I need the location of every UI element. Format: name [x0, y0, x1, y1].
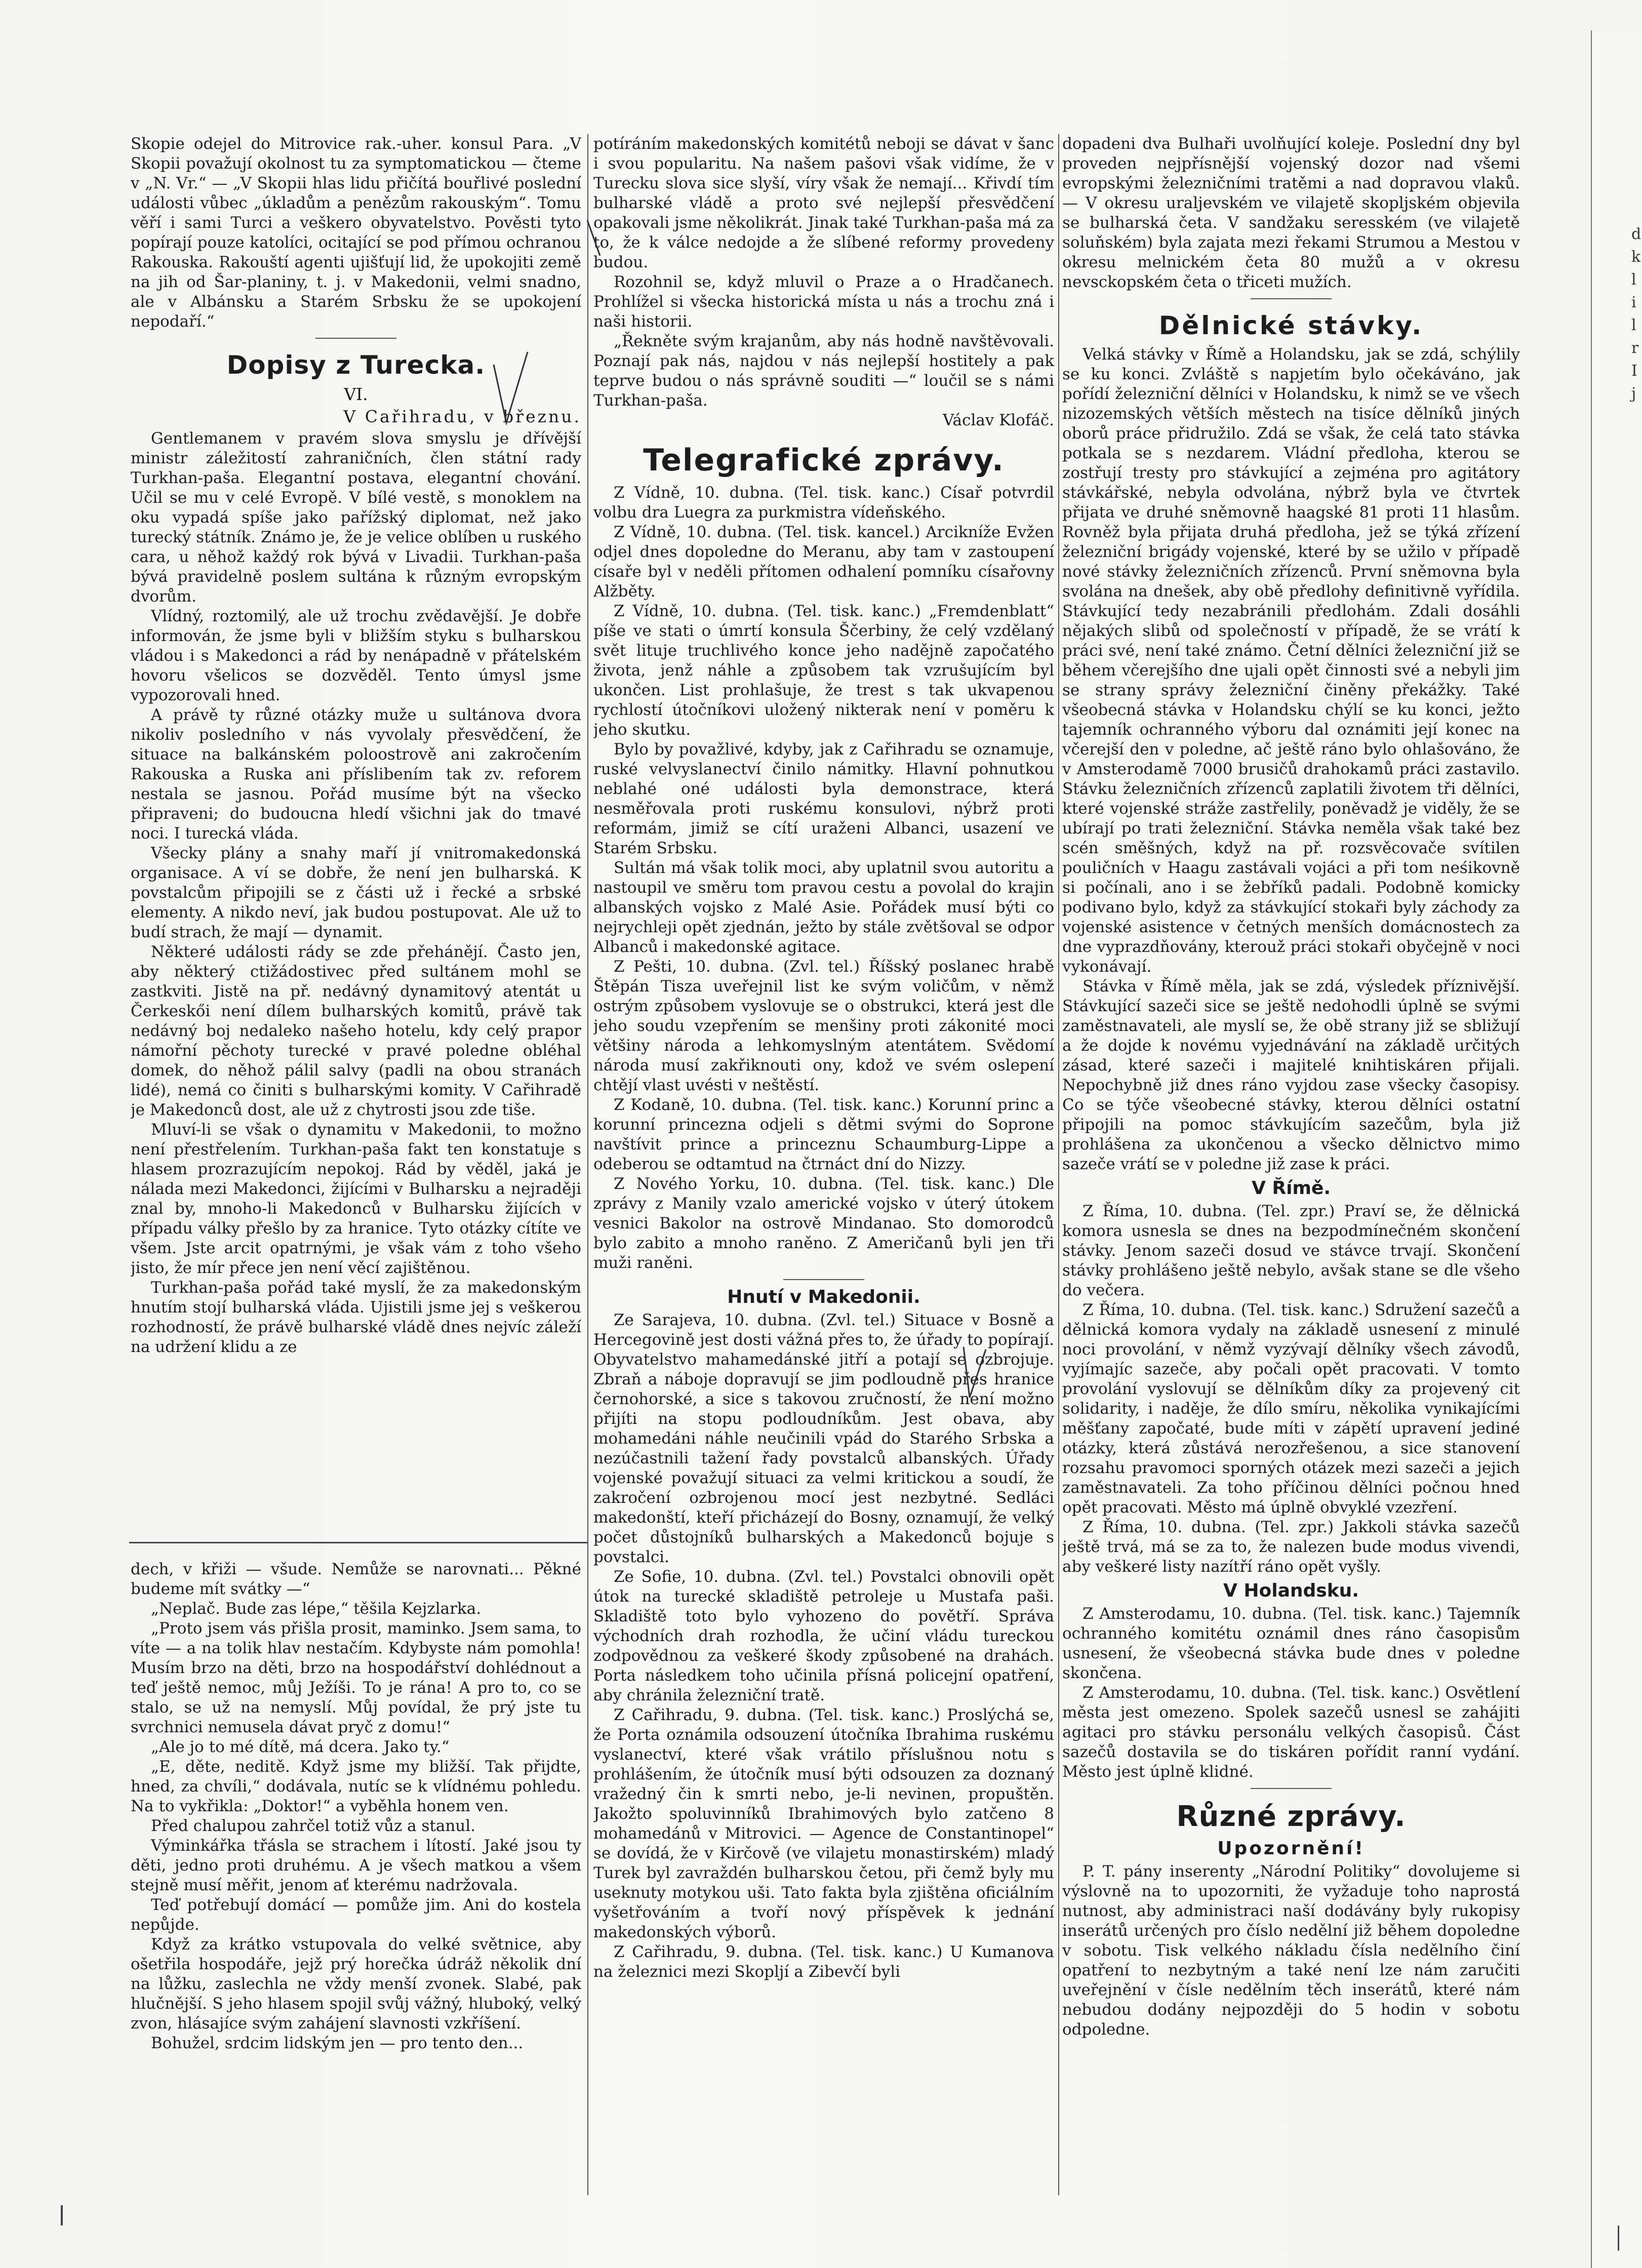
feuilleton-paragraph: Bohužel, srdcim lidským jen — pro tento den...	[151, 2034, 524, 2052]
edge-letter: d	[1631, 225, 1641, 243]
telegram-item: Z Kodaně, 10. dubna. (Tel. tisk. kanc.) Korunní princ a korunní princezna odjeli s dětmi svými do Soprone navštívit prince a princeznu Schaumburg-Lippe a odeberou se odtamtud na čtrnáct dní do Nizzy.	[593, 1096, 1054, 1173]
telegram-item: Bylo by považlivé, kdyby, jak z Cařihradu se oznamuje, ruské velvyslanectví činilo námitky. Hlavní pohnutkou neblahé oné události byla demonstrace, která nesměřovala proti ruskému konsulovi, nýbrž proti reformám, jimiž se cítí uraženi Albanci, usazení ve Starém Srbsku.	[593, 740, 1054, 857]
telegram-item: Z Vídně, 10. dubna. (Tel. tisk. kanc.) „Fremdenblatt“ píše ve stati o úmrtí konsula Ščerbiny, že celý vzdělaný svět lituje truchlivého konce jeho nadějně započatého života, jenž náhle a způsobem tak vzrušujícím byl ukončen. List prohlašuje, že trest s tak ukvapenou rychlostí útočníkovi uložený nikterak není v poměru k jeho skutku.	[593, 602, 1054, 739]
feuilleton-paragraph: Teď potřebují domácí — pomůže jim. Ani do kostela nepůjde.	[131, 1896, 581, 1934]
upozorneni-title: Upozornění!	[1217, 1838, 1365, 1859]
telegram-item: Sultán má však tolik moci, aby uplatnil svou autoritu a nastoupil ve směru tom pravou cestu a povolal do krajin albanských vojsko z Malé Asie. Pořádek musí býti co nejrychleji opět zjednán, ježto by stále zvětšoval se odpor Albanců i makedonské agitace.	[593, 859, 1054, 956]
dopisy-number: VI.	[344, 384, 368, 404]
column-right	[1062, 134, 1520, 2190]
feuilleton-paragraph: dech, v křiži — všude. Nemůže se narovnati... Pěkné budeme mít svátky —“	[131, 1560, 581, 1598]
edge-letter: l	[1631, 271, 1636, 289]
section-divider	[315, 338, 396, 339]
margin-mark	[1618, 2225, 1619, 2251]
article-paragraph: Stávka v Římě měla, jak se zdá, výsledek příznivější. Stávkující sazeči sice se ještě nedohodli úplně se svými zaměstnavateli, ale myslí se, že obě strany již se sbližují a že dojde k novému vyjednávání na základě určitých zásad, které sazeči i majitelé knihtiskáren přijali. Nepochybně již dnes ráno vyjdou zase všecky časopisy. Co se týče všeobecné stávky, kterou dělníci ostatní připojili na pomoc stávkujícím sazečům, byla již prohlášena za ukončenou a všecko dělnictvo mimo sazeče vrátí se v poledne již zase k práci.	[1062, 977, 1520, 1173]
feuilleton-paragraph: „Ale jo to mé dítě, má dcera. Jako ty.“	[151, 1738, 450, 1756]
column-middle	[593, 134, 1054, 2190]
edge-letter: i	[1631, 294, 1636, 311]
feuilleton-paragraph: Když za krátko vstupovala do velké světnice, aby ošetřila hospodáře, jejž prý horečka údráž několik dní na lůžku, zaslechla ne vždy menší zvonek. Slabé, pak hlučnější. S jeho hlasem spojil svůj vážný, hluboký, velký zvon, hlásajíce svým zahájení slavnosti vzkříšení.	[131, 1935, 581, 2033]
feuilleton-paragraph: Před chalupou zahrčel totiž vůz a stanul.	[151, 1817, 476, 1835]
hnuti-title: Hnutí v Makedonii.	[727, 1287, 920, 1307]
column-rule-2	[1058, 134, 1059, 2195]
telegram-item: Z Cařihradu, 9. dubna. (Tel. tisk. kanc.) U Kumanova na železnici mezi Skopljí a Zibevčí byli	[593, 1943, 1054, 1981]
column-left	[131, 134, 581, 1534]
article-paragraph: dopadeni dva Bulhaři uvolňující koleje. Poslední dny byl proveden nejpřísnější vojenský dozor nad všemi evropskými železničními tratěmi a nad dopravou vlaků. — V okresu uraljevském ve vilajetě skopljském objevila se bulharská četa. V sandžaku seresském (ve vilajetě soluňském) byla zajata mezi řekami Strumou a Mestou v okresu melnickém četa 80 mužů a v okresu nevsckopském četa o třiceti mužích.	[1062, 135, 1520, 291]
section-divider	[1251, 1788, 1332, 1789]
telegram-item: Z Nového Yorku, 10. dubna. (Tel. tisk. kanc.) Dle zprávy z Manily vzalo americké vojsko v úterý útokem vesnici Bakolor na ostrově Mindanao. Sto domorodců bylo zabito a mnoho raněno. Z Američanů byli jen tři muži raněni.	[593, 1175, 1054, 1272]
edge-letter: I	[1631, 362, 1637, 380]
article-paragraph: potíráním makedonských komitétů neboji se dávat v šanc i svou popularitu. Na našem pašovi však vidíme, že v Turecku slova sice slyší, víry však že nemají... Křivdí tím bulharské vládě a proto své nejlepší přesvědčení opakovali jsme několikrát. Jinak také Turkhan-paša má za to, že k válce nedojde a že slíbené reformy provedeny budou.	[593, 135, 1054, 271]
edge-letter: j	[1631, 385, 1636, 403]
feuilleton-paragraph: „Neplač. Bude zas lépe,“ těšila Kejzlarka.	[151, 1600, 482, 1618]
article-paragraph: Gentlemanem v pravém slova smyslu je dřívější ministr záležitostí zahraničních, člen státní rady Turkhan-paša. Elegantní postava, elegantní chování. Učil se mu v celé Evropě. V bílé vestě, s monoklem na oku vypadá spíše jako pařížský diplomat, než jako turecký státník. Známo je, že je velice oblíben u ruského cara, u něhož každý rok bývá v Livadii. Turkhan-paša bývá pravidelně poslem sultána k různým evropským dvorům.	[131, 429, 581, 606]
pencil-check-mark-middle	[959, 1344, 990, 1400]
telegram-item: Z Říma, 10. dubna. (Tel. zpr.) Praví se, že dělnická komora usnesla se dnes na bezpodmínečném skončení stávky. Jenom sazeči dosud ve stávce trvají. Skončení stávky prohlášeno ještě nebylo, avšak stane se dle všeho do večera.	[1062, 1202, 1520, 1299]
telegram-item: Z Říma, 10. dubna. (Tel. zpr.) Jakkoli stávka sazečů ještě trvá, má se za to, že nalezen bude modus vivendi, aby veškeré listy nazítří ráno opět vyšly.	[1062, 1518, 1520, 1576]
section-divider	[1251, 298, 1332, 299]
feuilleton-rule	[129, 1542, 587, 1543]
telegraf-title: Telegrafické zprávy.	[643, 443, 1005, 478]
pencil-check-mark-left	[491, 349, 532, 425]
pencil-check-mark-upper	[585, 218, 605, 258]
feuilleton-paragraph: „Proto jsem vás přišla prosit, maminko. Jsem sama, to víte — a na tolik hlav nestačím. Kdybyste nám pomohla! Musím brzo na děti, brzo na hospodářství dohlédnout a teď ještě nemoc, můj Ježíši. To je rána! A pro to, co se stalo, se už na nemyslí. Můj povídal, že prý jste tu svrchnici nemusela dávat pryč z domu!“	[131, 1619, 581, 1736]
feuilleton	[131, 1560, 581, 2190]
telegram-item: Z Vídně, 10. dubna. (Tel. tisk. kancel.) Arcikníže Evžen odjel dnes dopoledne do Meranu, aby tam v zastoupení císaře byl v neděli přítomen odhalení pomníku císařovny Alžběty.	[593, 523, 1054, 601]
dopisy-dateline: V Cařihradu, v březnu.	[343, 407, 581, 426]
adjacent-page-letters	[1631, 223, 1641, 405]
article-paragraph: Rozohnil se, když mluvil o Praze a o Hradčanech. Prohlížel si všecka historická místa u nás a trochu zná i naši historii.	[593, 273, 1054, 331]
telegram-item: Z Amsterodamu, 10. dubna. (Tel. tisk. kanc.) Osvětlení města jest omezeno. Spolek sazečů usnesl se zahájiti agitaci pro stávku personálu velkých časopisů. Část sazečů dostavila se do tiskáren pořídit ranní vydání. Město jest úplně klidné.	[1062, 1684, 1520, 1781]
article-paragraph: Některé události rády se zde přehánějí. Často jen, aby některý ctižádostivec před sultánem mohl se zastkviti. Jistě na př. nedávný dynamitový atentát u Čerkeskői není dílem bulharských komitů, právě tak nedávný boj nedaleko našeho hotelu, kdy celý prapor námořní pěchoty turecké v pravé poledne obléhal domek, do něhož pálil salvy (padli na obou stranách lidé), nemá co činiti s bulharskými komity. V Cařihradě je Makedonců dost, ale už z chytrosti jsou zde tiše.	[131, 943, 581, 1119]
telegram-item: Z Cařihradu, 9. dubna. (Tel. tisk. kanc.) Proslýchá se, že Porta oznámila odsouzení útočníka Ibrahima ruskému vyslanectví, které však vrátilo příslušnou notu s prohlášením, že útočník musí býti odsouzen za doznaný vražedný čin k smrti nebo, je-li nevinen, propuštěn. Jakožto spoluvinníků Ibrahimových bylo zatčeno 8 mohamedánů v Mitrovici. — Agence de Constantinopel“ se dovídá, že v Kirčově (ve vilajetu monastirském) mladý Turek byl zavraždén bulharskou četou, při čemž byly mu useknuty motykou uši. Tato fakta byla zjištěna oficiálním vyšetřováním a tvoří nový příspěvek k jednání makedonských výborů.	[593, 1706, 1054, 1941]
article-paragraph: Velká stávky v Římě a Holandsku, jak se zdá, schýlily se ku konci. Zvláště s napjetím bylo očekáváno, jak pořídí železniční dělníci v Holandsku, k nimž se ve všech nizozemských větších městech na tisíce dělníků jiných oborů práce přidružilo. Zdá se však, že celá tato stávka potkala se s nezdarem. Vládní předloha, kterou se zostřují tresty pro stávkující a zejména pro agitátory stávkářské, nebyla odvolána, nýbrž byla ve čtvrtek přijata ve druhé sněmovně haagské 81 proti 11 hlasům. Rovněž byla přijata druhá předloha, jež se týká zřízení železniční brigády vojenské, které by se užilo v případě nové stávky železničních zřízenců. První sněmovna byla svolána na dnešek, aby obě předlohy definitivně vyřídila. Stávkující tedy nezabránili předlohám. Zdali dosáhli nějakých slibů od společností v případě, že se vrátí k práci své, není také známo. Četní dělníci železniční již se během včerejšího dne ujali opět činnosti své a nebyli jim se strany správy železniční činěny překážky. Také všeobecná stávka v Holandsku chýlí se ku konci, ježto tajemník ochranného výboru dal oznámiti její konec na včerejší den v poledne, ač ještě ráno bylo ohlašováno, že v Amsterodamě 7000 brusičů drahokamů práci zastavilo. Stávku železničních zřízenců zaplatili životem tři dělníci, které vojenské stráže zastřelily, poněvadž je viděly, že se ubírají po trati železniční. Stávka neměla však také bez scén směšných, když na př. rozsvěcovače svítilen pouličních v Haagu zastávali vojáci a při tom neśikovně si počínali, ano i se žebříků padali. Podobně komicky podivano bylo, když za stávkující stokaři byly záchody za vojenské asistence v četných menších domácnostech za dne vyprazdňovány, kterouž práci stokaři obyčejně v noci vykonávají.	[1062, 345, 1520, 976]
telegram-item: Z Vídně, 10. dubna. (Tel. tisk. kanc.) Císař potvrdil volbu dra Luegra za purkmistra vídeňského.	[593, 484, 1054, 522]
rime-title: V Římě.	[1251, 1178, 1331, 1199]
article-paragraph: Turkhan-paša pořád také myslí, že za makedonským hnutím stojí bulharská vláda. Ujistili jsme jej s veškerou rozhodností, že právě bulharské vládě dnes nejvíc záleží na udržení klidu a ze	[131, 1279, 581, 1356]
edge-letter: r	[1631, 339, 1639, 357]
notice-paragraph: P. T. pány inserenty „Národní Politiky“ dovolujeme si výslovně na to upozorniti, že vyžaduje toho naprostá nutnost, aby administraci naší dodávány byly rukopisy inserátů určených pro číslo nedělní již během dopoledne v sobotu. Tisk velkého nákladu čísla nedělního činí opatření to nezbytným a také není lze nám zaručiti uveřejnění v čísle nedělním těch inserátů, které nám nebudou dodány nejpozději do 5 hodin v sobotu odpoledne.	[1062, 1862, 1520, 2039]
telegram-item: Z Říma, 10. dubna. (Tel. tisk. kanc.) Sdružení sazečů a dělnická komora vydaly na základě usnesení z minulé noci provolání, v němž vyzývají dělníky všech závodů, vyjímajíc sazeče, aby počali opět pracovati. V tomto provolání vyslovují se dělníkům díky za projevený cit solidarity, i naděje, že dílo smíru, několika vynikajícími měšťany započaté, bude míti v zápětí upravení jediné otázky, která zůstává nerozřešenou, a sice stanovení rozsahu pravomoci sporných otázek mezi sazeči a jejich zaměstnavateli. Za toho příčinou dělníci počnou hned opět pracovati. Město má úplně obvyklé vzezření.	[1062, 1301, 1520, 1517]
telegram-item: Z Pešti, 10. dubna. (Zvl. tel.) Říšský poslanec hrabě Štěpán Tisza uveřejnil list ke svým voličům, v němž ostrým způsobem vyslovuje se o obstrukci, která jest dle jeho soudu vzepřením se menšiny proti zákonité moci většiny národa a lehkomyslným atentátem. Svědomí národa musí zakřiknouti ony, kdož ve svém oslepení chtějí vlast uvésti v neštěstí.	[593, 958, 1054, 1094]
stavky-title: Dělnické stávky.	[1158, 311, 1424, 340]
edge-letter: l	[1631, 316, 1636, 334]
edge-letter: k	[1631, 248, 1641, 266]
feuilleton-paragraph: Výminkářka třásla se strachem i lítostí. Jaké jsou ty děti, jedno proti druhému. A je všech matkou a všem stejně musí měřit, jenom ať kterému nadržovala.	[131, 1837, 581, 1894]
article-paragraph: „Řekněte svým krajanům, aby nás hodně navštěvovali. Poznají pak nás, najdou v nás nejlepší hostitely a pak teprve budou o nás správně souditi —“ loučil se s námi Turkhan-paša.	[593, 332, 1054, 410]
dopisy-title: Dopisy z Turecka.	[226, 350, 486, 380]
holandsko-title: V Holandsku.	[1223, 1580, 1359, 1601]
article-paragraph: Mluví-li se však o dynamitu v Makedonii, to možno není přestřelením. Turkhan-paša fakt ten konstatuje s hlasem prozrazujícím nepokoj. Rád by věděl, jaká je nálada mezi Makedonci, žijícími v Bulharsku a nejraději znal by, mnoho-li Makedonců v Bulharsku žijících v případu války přešlo by za hranice. Tyto otázky cítíte ve všem. Jste arcit opatrnými, je však vám z toho všeho jisto, že mír přece jen není věcí zajištěnou.	[131, 1121, 581, 1277]
column-rule-1	[587, 134, 588, 2195]
article-paragraph: Vlídný, roztomilý, ale už trochu zvědavější. Je dobře informován, že jsme byli v bližším styku s bulharskou vládou i s Makedonci a rád by nenápadně v přátelském hovoru všelicos se dozvěděl. Tento úmysl jsme vypozorovali hned.	[131, 607, 581, 704]
article-paragraph: A právě ty různé otázky muže u sultánova dvora nikoliv posledního v nás vyvolaly přesvědčení, že situace na balkánském poloostrově ani zakročením Rakouska a Ruska ani příslibením tak zv. reforem nestala se jasnou. Pořád musíme být na všecko připraveni; do budoucna hledí všichni jak do tmavé noci. I turecká vláda.	[131, 706, 581, 843]
margin-mark	[61, 2205, 63, 2225]
section-divider	[783, 1279, 864, 1280]
author-signature: Václav Klofáč.	[942, 411, 1054, 429]
skopje-report: Skopie odejel do Mitrovice rak.-uher. konsul Para. „V Skopii považují okolnost tu za symptomatickou — čteme v „N. Vr.“ — „V Skopii hlas lidu přičítá bouřlivé poslední události vůbec „úkladům a penězům rakouským“. Tomu věří i sami Turci a veškero obyvatelstvo. Pověsti tyto popírají pouze katolíci, ocitající se pod přímou ochranou Rakouska. Rakouští agenti ujišťují lid, že upokojiti země na jih od Šar-planiny, t. j. v Makedonii, velmi snadno, ale v Albánsku a Starém Srbsku že se upokojení nepodaří.“	[131, 135, 581, 331]
telegram-item: Ze Sarajeva, 10. dubna. (Zvl. tel.) Situace v Bosně a Hercegovině jest dosti vážná přes to, že úřady to popírají. Obyvatelstvo mahamedánské jitří a potají se ozbrojuje. Zbraň a náboje dopravují se jim podloudně přes hranice černohorské, a sice s takovou zručností, že není možno přijíti na stopu podloudníkům. Jest obava, aby mohamedáni náhle neučinili vpád do Starého Srbska a nezúčastnili tažení řady povstalců albanských. Úřady vojenské považují situaci za velmi kritickou a soudí, že zakročení ozbrojenou mocí jest nezbytné. Sedláci makedonští, kteří přicházejí do Bosny, oznamují, že velký počet důstojníků bulharských a Makedonců bojuje s povstalci.	[593, 1311, 1054, 1566]
article-paragraph: Všecky plány a snahy maří jí vnitromakedonská organisace. A ví se dobře, že není jen bulharská. K povstalcům připojili se z části už i řecké a srbské elementy. A nikdo neví, jak budou postupovat. Ale už to budí strach, že mají — dynamit.	[131, 844, 581, 941]
telegram-item: Ze Sofie, 10. dubna. (Zvl. tel.) Povstalci obnovili opět útok na turecké skladiště petroleje u Mustafa paši. Skladiště toto bylo vyhozeno do povětří. Správa východních drah rozhodla, že učiní vládu tureckou zodpovědnou za veškeré škody způsobené na drahách. Porta následkem toho učinila přísná policejní opatření, aby chránila železniční tratě.	[593, 1568, 1054, 1704]
ruzne-title: Různé zprávy.	[1176, 1800, 1406, 1833]
feuilleton-paragraph: „E, děte, neditě. Když jsme my bližší. Tak přijdte, hned, za chvíli,“ dodávala, nutíc se k vlídnému pohledu. Na to vykřikla: „Doktor!“ a vyběhla honem ven.	[131, 1758, 581, 1815]
telegram-item: Z Amsterodamu, 10. dubna. (Tel. tisk. kanc.) Tajemník ochranného komitétu oznámil dnes ráno časopisům usnesení, že všeobecná stávka bude dnes v poledne skončena.	[1062, 1605, 1520, 1682]
